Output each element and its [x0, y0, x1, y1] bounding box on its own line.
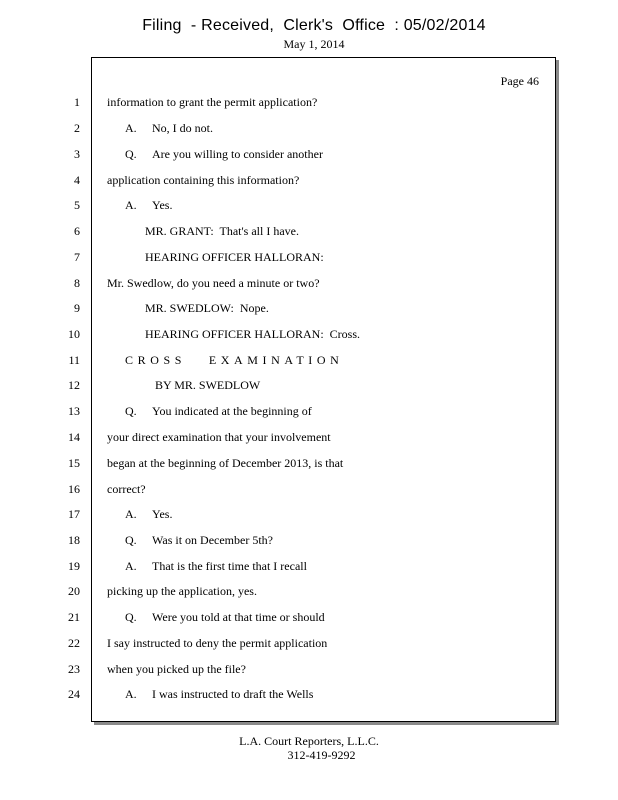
- line-number: 24: [68, 687, 80, 701]
- transcript-line: [145, 301, 269, 315]
- line-text: No, I do not.: [152, 121, 213, 135]
- transcript-line: [107, 173, 299, 187]
- line-text: HEARING OFFICER HALLORAN:: [145, 250, 324, 264]
- line-text: MR. SWEDLOW: Nope.: [145, 301, 269, 315]
- transcript-line: [107, 456, 343, 470]
- line-number: 21: [68, 610, 80, 624]
- transcript-line: [125, 610, 325, 624]
- line-number: 9: [74, 301, 80, 315]
- line-text: BY MR. SWEDLOW: [155, 378, 261, 392]
- transcript-line: [125, 121, 213, 135]
- line-number: 10: [68, 327, 80, 341]
- answer-label: A.: [125, 687, 137, 701]
- answer-label: A.: [125, 121, 137, 135]
- question-label: Q.: [125, 404, 137, 418]
- line-text: when you picked up the file?: [107, 662, 246, 676]
- answer-label: A.: [125, 198, 137, 212]
- transcript-line: [107, 636, 327, 650]
- line-number: 15: [68, 456, 80, 470]
- line-number: 18: [68, 533, 80, 547]
- question-label: Q.: [125, 610, 137, 624]
- line-number: 6: [74, 224, 80, 238]
- transcript-line: [145, 250, 324, 264]
- transcript-line: [125, 147, 323, 161]
- line-number: 13: [68, 404, 80, 418]
- line-number: 11: [68, 353, 80, 367]
- transcript-line: [125, 559, 307, 573]
- line-number: 16: [68, 482, 80, 496]
- line-number: 5: [74, 198, 80, 212]
- page-number: Page 46: [500, 74, 539, 88]
- transcript-line: [125, 198, 172, 212]
- line-text: You indicated at the beginning of: [152, 404, 312, 418]
- line-text: application containing this information?: [107, 173, 300, 187]
- section-heading: [125, 353, 343, 367]
- transcript-line: [107, 482, 146, 496]
- transcript-date: May 1, 2014: [283, 37, 345, 51]
- line-number: 4: [74, 173, 80, 187]
- line-text: began at the beginning of December 2013, is that: [107, 456, 344, 470]
- line-number: 23: [68, 662, 80, 676]
- line-text: That is the first time that I recall: [152, 559, 307, 573]
- court-reporter-phone: 312-419-9292: [287, 748, 356, 762]
- line-number: 1: [74, 95, 80, 109]
- line-text: HEARING OFFICER HALLORAN: Cross.: [145, 327, 361, 341]
- line-text: I say instructed to deny the permit application: [107, 636, 328, 650]
- line-text: Were you told at that time or should: [152, 610, 325, 624]
- line-text: Mr. Swedlow, do you need a minute or two?: [107, 276, 320, 290]
- filing-stamp: Filing - Received, Clerk's Office : 05/02/2014: [142, 17, 486, 34]
- line-text: CROSS EXAMINATION: [125, 353, 344, 367]
- line-text: your direct examination that your involvement: [107, 430, 331, 444]
- line-text: Was it on December 5th?: [152, 533, 273, 547]
- line-number: 3: [74, 147, 80, 161]
- transcript-line: [125, 507, 172, 521]
- transcript-line: [107, 276, 320, 290]
- answer-label: A.: [125, 559, 137, 573]
- transcript-line: [107, 430, 331, 444]
- line-number: 8: [74, 276, 80, 290]
- question-label: Q.: [125, 533, 137, 547]
- line-number: 20: [68, 584, 80, 598]
- line-number: 2: [74, 121, 80, 135]
- line-text: Yes.: [152, 198, 173, 212]
- line-number: 12: [68, 378, 80, 392]
- answer-label: A.: [125, 507, 137, 521]
- line-text: Are you willing to consider another: [152, 147, 323, 161]
- line-text: information to grant the permit application?: [107, 95, 318, 109]
- line-number: 7: [74, 250, 80, 264]
- question-label: Q.: [125, 147, 137, 161]
- line-text: Yes.: [152, 507, 173, 521]
- transcript-line: [125, 404, 312, 418]
- line-number: 17: [68, 507, 80, 521]
- line-text: I was instructed to draft the Wells: [152, 687, 314, 701]
- transcript-line: [125, 687, 313, 701]
- transcript-line: [125, 533, 273, 547]
- transcript-line: [107, 662, 246, 676]
- line-number: 14: [68, 430, 80, 444]
- transcript-line: [107, 584, 257, 598]
- line-text: MR. GRANT: That's all I have.: [145, 224, 299, 238]
- court-reporter-name: L.A. Court Reporters, L.L.C.: [239, 734, 379, 748]
- line-number: 19: [68, 559, 80, 573]
- transcript-line: [145, 224, 299, 238]
- transcript-line: [145, 327, 360, 341]
- line-text: correct?: [107, 482, 146, 496]
- transcript-line: [155, 378, 260, 392]
- transcript-line: [107, 95, 317, 109]
- line-number: 22: [68, 636, 80, 650]
- line-text: picking up the application, yes.: [107, 584, 257, 598]
